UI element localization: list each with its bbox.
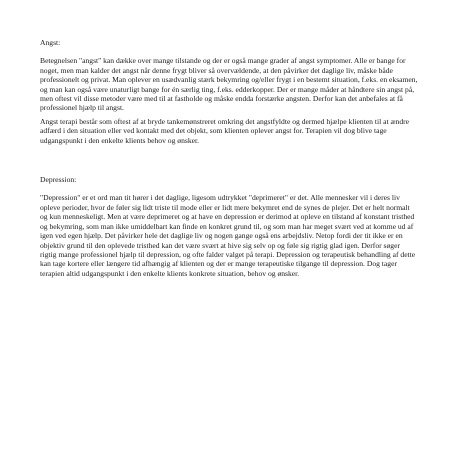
document-page — [40, 38, 418, 282]
paragraph: Betegnelsen "angst" kan dække over mange tilstande og der er også mange grader af angst symptomer. Alle er bange for noget, men man kalder det angst når denne frygt bliver så overvældende, at den påvirker det daglige liv, måske både professionelt og privat. Man oplever en usædvanlig stærk bekymring og/eller frygt i en bestemt situation, f.eks. en eksamen, og man kan også være unaturligt bange for én særlig ting, f.eks. edderkopper. Der er mange måder at håndtere sin angst på, men oftest vil disse metoder være med til at fastholde og måske endda forstærke angsten. Derfor kan det anbefales at få professionel hjælp til angst. — [40, 56, 418, 113]
section-spacer — [40, 149, 418, 175]
paragraph: "Depression" er et ord man tit hører i det daglige, ligesom udtrykket "deprimeret" er det. Alle mennesker vil i deres liv opleve perioder, hvor de føler sig lidt triste til mode eller er lidt mere bekymret end de synes de plejer. Det er helt normalt og kun menneskeligt. Men at være deprimeret og at have en depression er derimod at opleve en tilstand af konstant tristhed og bekymring, som man ikke umiddelbart kan finde en konkret grund til, og som man har meget svært ved at komme ud af igen ved egen hjælp. Det påvirker hele det daglige liv og nogen gange også ens arbejdsliv. Netop fordi der tit ikke er en objektiv grund til den oplevede tristhed kan det være svært at hive sig selv op og føle sig rigtig glad igen. Derfor søger rigtig mange professionel hjælp til depression, og ofte falder valget på terapi. Depression og terapeutisk behandling af dette kan tage kortere eller længere tid afhængig af klienten og der er mange terapeutiske tilgange til depression. Dog tager terapien altid udgangspunkt i den enkelte klients konkrete situation, behov og ønsker. — [40, 193, 416, 278]
section-depression — [40, 175, 418, 278]
section-heading: Angst: — [40, 38, 61, 47]
section-angst — [40, 38, 418, 145]
section-heading: Depression: — [40, 175, 77, 185]
paragraph: Angst terapi består som oftest af at bryde tankemønstreret omkring det angstfyldte og dermed hjælpe klienten til at ændre adfærd i den situation eller ved kontakt med det objekt, som klienten oplever angst for. Terapien vil dog blive tage udgangspunkt i den enkelte klients behov og ønsker. — [40, 116, 410, 145]
